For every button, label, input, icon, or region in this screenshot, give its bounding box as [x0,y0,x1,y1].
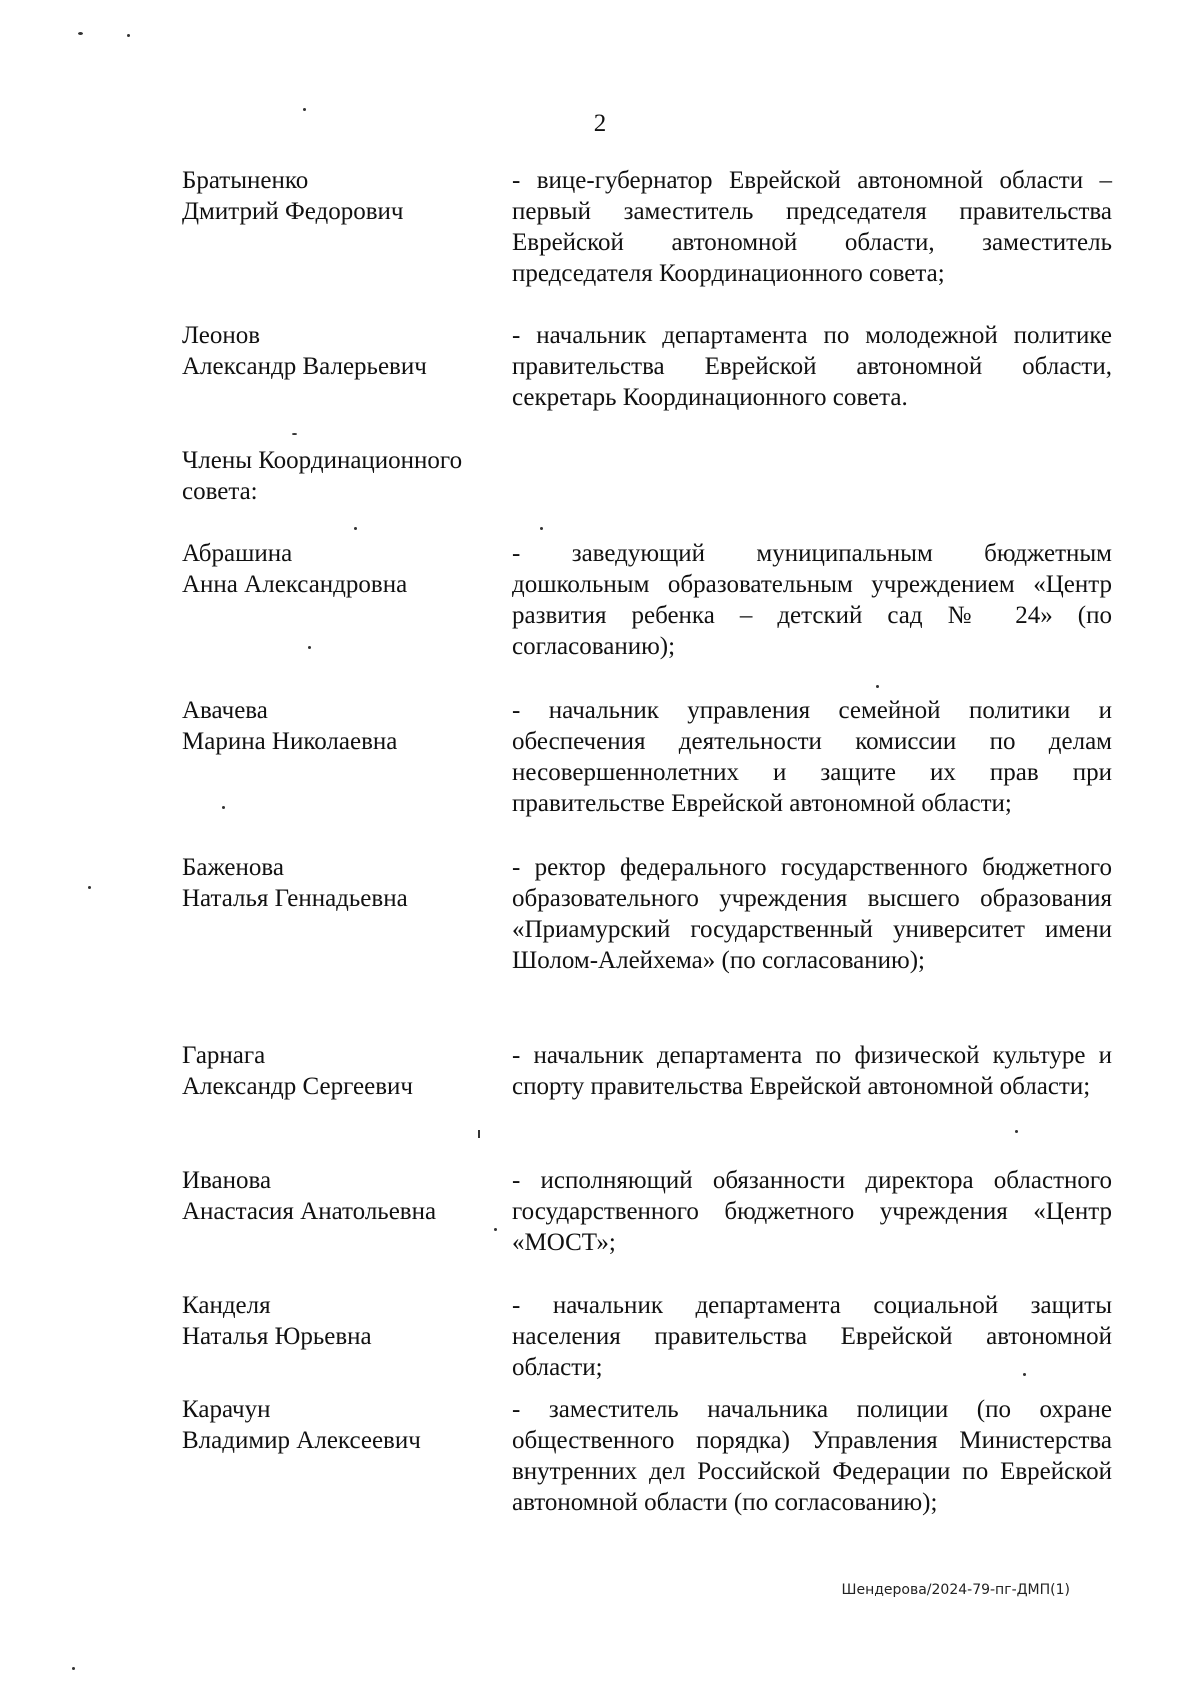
person-surname: Иванова [182,1167,272,1194]
person-surname: Авачева [182,697,268,724]
scan-speck [354,527,357,530]
person-given-names: Александр Сергеевич [182,1073,413,1100]
person-role: - начальник управления семейной политики и обеспечения деятельности комиссии по делам несовершеннолетних и защите их прав при правительстве Еврейской автономной области; [512,697,1112,817]
scan-speck [876,685,879,688]
person-name [182,852,512,914]
person-name [182,538,512,600]
scan-speck [222,806,225,809]
person-name [182,695,512,757]
person-given-names: Дмитрий Федорович [182,198,404,225]
person-role: - начальник департамента по физической культуре и спорту правительства Еврейской автономной области; [512,1042,1112,1100]
person-name [182,1394,512,1456]
person-role: - ректор федерального государственного бюджетного образовательного учреждения высшего образования «Приамурский государственный университет имени Шолом-Алейхема» (по согласованию); [512,854,1112,974]
person-given-names: Анна Александровна [182,571,408,598]
person-given-names: Анастасия Анатольевна [182,1198,437,1225]
members-heading-line2: совета: [182,478,258,505]
person-given-names: Марина Николаевна [182,728,398,755]
person-name [182,1165,512,1227]
person-given-names: Владимир Алексеевич [182,1427,421,1454]
person-name [182,1040,512,1102]
person-name [182,1290,512,1352]
document-code: Шендерова/2024-79-пг-ДМП(1) [841,1582,1070,1598]
scan-speck [1023,1373,1026,1376]
scan-speck [540,527,543,530]
members-heading-line1: Члены Координационного [182,447,463,474]
scan-speck [78,32,83,35]
person-role: - начальник департамента социальной защиты населения правительства Еврейской автономной области; [512,1292,1112,1381]
person-surname: Гарнага [182,1042,266,1069]
person-given-names: Александр Валерьевич [182,353,427,380]
person-given-names: Наталья Юрьевна [182,1323,372,1350]
person-name [182,165,512,227]
person-surname: Канделя [182,1292,271,1319]
person-surname: Баженова [182,854,284,881]
scan-speck [88,886,91,889]
person-surname: Братыненко [182,167,309,194]
scan-speck [478,1130,480,1138]
scan-speck [1015,1130,1018,1133]
scan-speck [72,1667,75,1670]
scan-speck [308,646,311,649]
person-role: - исполняющий обязанности директора областного государственного бюджетного учреждения «Центр «МОСТ»; [512,1167,1112,1256]
person-surname: Карачун [182,1396,271,1423]
scan-speck [127,34,130,37]
scan-speck [303,108,306,111]
person-role: - начальник департамента по молодежной политике правительства Еврейской автономной области, секретарь Координационного совета. [512,322,1112,411]
scan-speck [494,1228,497,1231]
person-role: - заместитель начальника полиции (по охране общественного порядка) Управления Министерства внутренних дел Российской Федерации по Еврейской автономной области (по согласованию); [512,1396,1112,1516]
person-role: - заведующий муниципальным бюджетным дошкольным образовательным учреждением «Центр развития ребенка – детский сад № 24» (по согласованию); [512,540,1112,660]
person-given-names: Наталья Геннадьевна [182,885,408,912]
person-role: - вице-губернатор Еврейской автономной области – первый заместитель председателя правительства Еврейской автономной области, заместитель председателя Координационного совета; [512,167,1112,287]
page-number: 2 [593,110,607,137]
person-surname: Абрашина [182,540,293,567]
person-name [182,320,512,382]
scan-speck [292,433,297,435]
person-surname: Леонов [182,322,261,349]
